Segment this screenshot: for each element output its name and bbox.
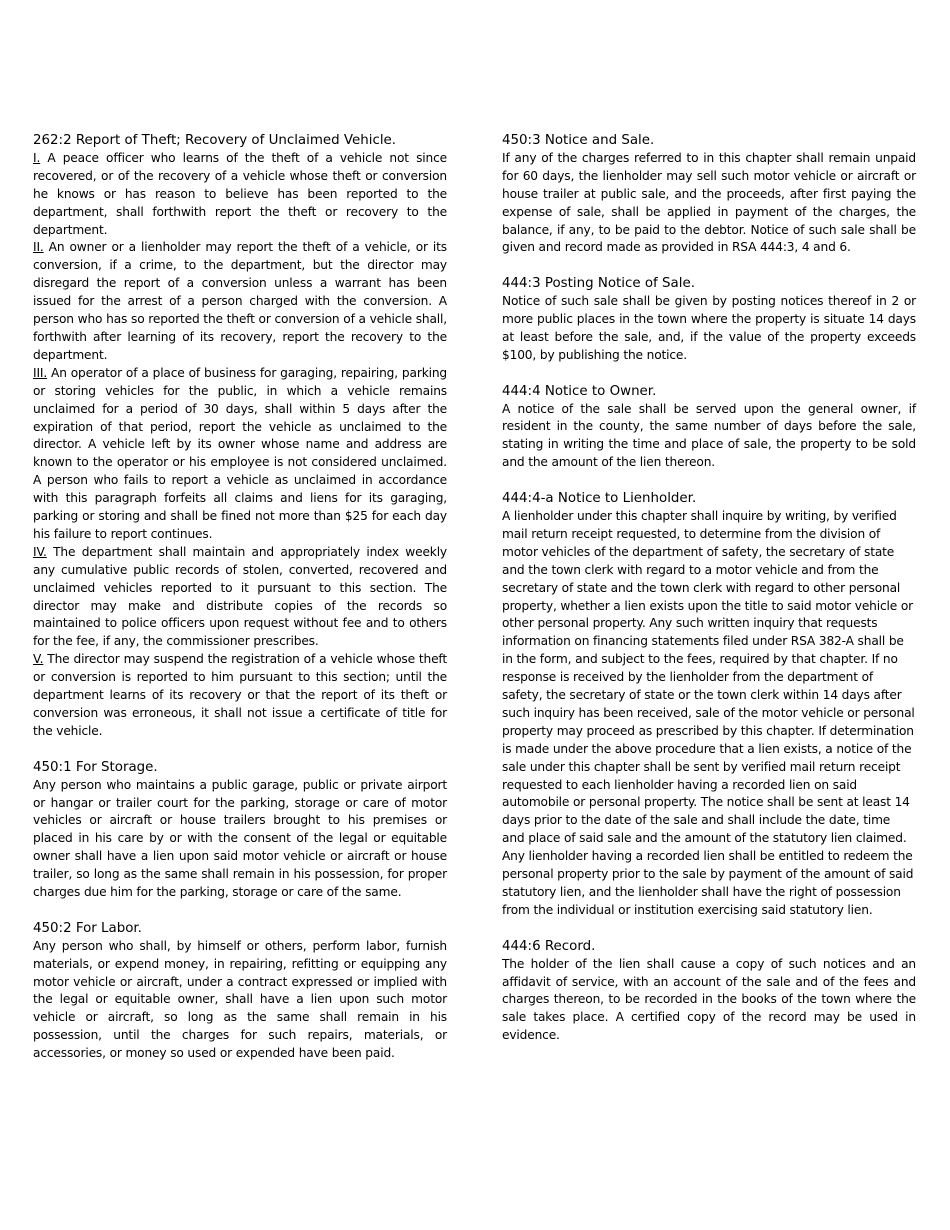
section-title: 444:6 Record. xyxy=(502,938,596,954)
section-title: 262:2 Report of Theft; Recovery of Unclaimed Vehicle. xyxy=(33,133,397,148)
section-body: A lienholder under this chapter shall inquire by writing, by verified mail return receipt requested, to determine from the division of motor vehicles of the department of safety, the secretary of state and the town clerk with regard to a motor vehicle and from the secretary of state and the town clerk with regard to other personal property, whether a lien exists upon the title to said motor vehicle or other personal property. Any such written inquiry that requests information on financing statements filed under RSA 382-A shall be in the form, and subject to the fees, required by that chapter. If no response is received by the lienholder from the department of safety, the secretary of state or the town clerk within 14 days after such inquiry has been received, sale of the motor vehicle or personal property may proceed as prescribed by this chapter. If determination is made under the above procedure that a lien exists, a notice of the sale under this chapter shall be sent by verified mail return receipt requested to each lienholder having a recorded lien on said automobile or personal property. The notice shall be sent at least 14 days prior to the date of the sale and shall include the date, time and place of said sale and the amount of the statutory lien claimed. Any lienholder having a recorded lien shall be entitled to redeem the personal property prior to the sale by payment of the amount of said statutory lien, and the lienholder shall have the right of possession from the individual or institution exercising said statutory lien. xyxy=(502,508,915,917)
section-450-2 xyxy=(33,920,447,1063)
paragraph-v xyxy=(33,651,447,741)
section-450-1 xyxy=(33,759,447,902)
section-title: 444:3 Posting Notice of Sale. xyxy=(502,276,695,292)
paragraph-text: An operator of a place of business for garaging, repairing, parking or storing vehicles for the public, in which a vehicle remains unclaimed for a period of 30 days, shall within 5 days after the expiration of that period, report the vehicle as unclaimed to the director. A vehicle left by its owner whose name and address are known to the operator or his employee is not considered unclaimed. A person who fails to report a vehicle as unclaimed in accordance with this paragraph forfeits all claims and liens for its garaging, parking or storing and shall be fined not more than $25 for each day his failure to report continues. xyxy=(33,365,447,541)
section-444-4a xyxy=(502,490,916,920)
paragraph-iv xyxy=(33,544,447,651)
section-title: 444:4-a Notice to Lienholder. xyxy=(502,491,697,507)
section-title: 450:3 Notice and Sale. xyxy=(502,133,655,148)
section-body: Any person who maintains a public garage, public or private airport or hangar or trailer court for the parking, storage or care of motor vehicles or aircraft or house trailers brought to his premises or placed in his care by or with the consent of the legal or equitable owner shall have a lien upon said motor vehicle or aircraft or house trailer, so long as the same shall remain in his possession, for proper charges due him for the parking, storage or care of the same. xyxy=(33,777,447,900)
paragraph-number: IV. xyxy=(33,544,47,559)
section-262-2 xyxy=(33,132,447,741)
section-450-3 xyxy=(502,132,916,257)
section-title: 450:1 For Storage. xyxy=(33,759,158,775)
paragraph-number: III. xyxy=(33,365,48,380)
paragraph-number: V. xyxy=(33,652,44,667)
section-body: The holder of the lien shall cause a copy of such notices and an affidavit of service, with an account of the sale and of the fees and charges thereon, to be recorded in the books of the town where the sale takes place. A certified copy of the record may be used in evidence. xyxy=(502,956,916,1043)
section-title: 450:2 For Labor. xyxy=(33,920,142,936)
paragraph-i xyxy=(33,150,447,240)
paragraph-text: The department shall maintain and appropriately index weekly any cumulative public records of stolen, converted, recovered and unclaimed vehicles reported to it pursuant to this section. The director may make and distribute copies of the records so maintained to police officers upon request without fee and to others for the fee, if any, the commissioner prescribes. xyxy=(33,544,447,649)
paragraph-text: The director may suspend the registration of a vehicle whose theft or conversion is reported to him pursuant to this section; until the department learns of its recovery or that the report of its theft or conversion was erroneous, it shall not issue a certificate of title for the vehicle. xyxy=(33,652,447,738)
section-444-4 xyxy=(502,383,916,473)
paragraph-iii xyxy=(33,365,447,544)
paragraph-number: II. xyxy=(33,240,44,255)
section-body: A notice of the sale shall be served upon the general owner, if resident in the county, the same number of days before the sale, stating in writing the time and place of sale, the property to be sold and the amount of the lien thereon. xyxy=(502,401,916,470)
right-column xyxy=(502,132,916,1063)
paragraph-number: I. xyxy=(33,150,41,165)
section-444-6 xyxy=(502,938,916,1045)
section-444-3 xyxy=(502,275,916,365)
paragraph-ii xyxy=(33,239,447,364)
paragraph-text: An owner or a lienholder may report the theft of a vehicle, or its conversion, if a crime, to the department, but the director may disregard the report of a conversion unless a warrant has been issued for the arrest of a person charged with the conversion. A person who has so reported the theft or conversion of a vehicle shall, forthwith after learning of its recovery, report the recovery to the department. xyxy=(33,240,447,362)
section-body: Notice of such sale shall be given by posting notices thereof in 2 or more public places in the town where the property is situate 14 days at least before the sale, and, if the value of the property exceeds $100, by publishing the notice. xyxy=(502,294,916,362)
section-body: If any of the charges referred to in this chapter shall remain unpaid for 60 days, the lienholder may sell such motor vehicle or aircraft or house trailer at public sale, and the proceeds, after first paying the expense of sale, shall be applied in payment of the charges, the balance, if any, to be paid to the debtor. Notice of such sale shall be given and record made as provided in RSA 444:3, 4 and 6. xyxy=(502,150,916,255)
left-column xyxy=(33,132,447,1081)
section-body: Any person who shall, by himself or others, perform labor, furnish materials, or expend money, in repairing, refitting or equipping any motor vehicle or aircraft, under a contract expressed or implied with the legal or equitable owner, shall have a lien upon such motor vehicle or aircraft, so long as the same shall remain in his possession, until the charges for such repairs, materials, or accessories, or money so used or expended have been paid. xyxy=(33,938,447,1061)
section-title: 444:4 Notice to Owner. xyxy=(502,383,657,399)
paragraph-text: A peace officer who learns of the theft of a vehicle not since recovered, or of the recovery of a vehicle whose theft or conversion he knows or has reason to believe has been reported to the department, shall forthwith report the theft or recovery to the department. xyxy=(33,150,447,237)
